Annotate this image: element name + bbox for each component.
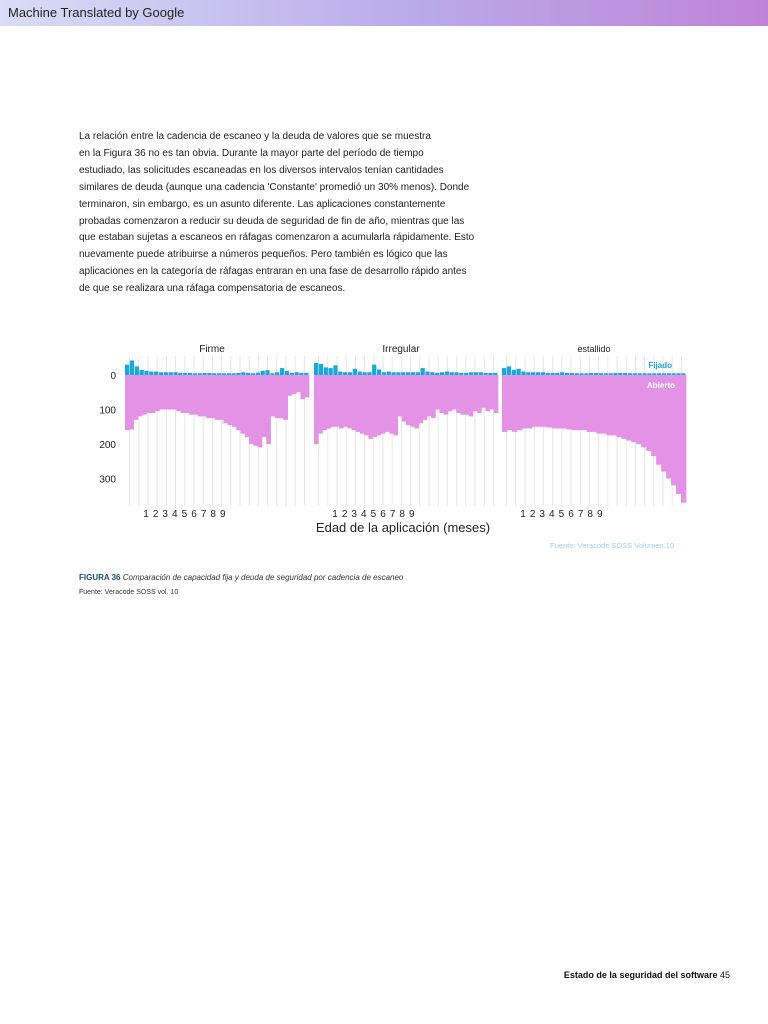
x-tick-label: 1 (520, 509, 526, 520)
chart-source-note: Fuente: Veracode SOSS Volumen 10 (550, 541, 674, 550)
figure-caption (79, 573, 403, 582)
fixed-bar (130, 361, 134, 375)
x-tick-label: 2 (341, 509, 348, 520)
fixed-bar (353, 369, 357, 375)
fixed-bar (440, 372, 444, 375)
fixed-bar (382, 372, 386, 375)
fixed-bar (290, 373, 294, 375)
open-bar (193, 375, 198, 415)
fixed-bar (464, 373, 468, 375)
open-bar (206, 375, 211, 418)
x-tick-label: 1 (332, 509, 338, 520)
fixed-bar (411, 372, 415, 375)
open-bar (215, 375, 220, 420)
fixed-bar (526, 372, 530, 375)
fixed-bar (343, 372, 347, 375)
open-bar (393, 375, 398, 435)
open-bar (389, 375, 394, 434)
open-bar (423, 375, 428, 420)
machine-translation-banner (0, 0, 768, 26)
fixed-bar (358, 372, 362, 375)
fixed-bar (628, 373, 632, 375)
fixed-bar (227, 373, 231, 375)
footer-title: Estado de la seguridad del software (563, 970, 718, 980)
open-bar (202, 375, 207, 416)
fixed-bar (584, 373, 588, 375)
x-tick-label: 1 (143, 509, 149, 520)
fixed-bar (164, 372, 168, 375)
fixed-bar (314, 363, 318, 375)
open-bar (666, 375, 671, 479)
fixed-bar (236, 373, 240, 375)
x-tick-label: 7 (200, 509, 207, 520)
fixed-bar (275, 372, 279, 375)
fixed-bar (594, 373, 598, 375)
fixed-bar (521, 372, 525, 375)
fixed-bar (178, 373, 182, 375)
fixed-bar (265, 370, 269, 375)
paragraph-line: en la Figura 36 no es tan obvia. Durante la mayor parte del período de tiempo (79, 147, 424, 159)
open-bar (517, 375, 522, 430)
fixed-bar (391, 372, 395, 375)
open-bar (427, 375, 432, 416)
open-bar (676, 375, 681, 494)
open-bar (398, 375, 403, 416)
legend-fixed-label: Fijado (648, 361, 672, 370)
fixed-bar (546, 373, 550, 375)
open-bar (435, 375, 440, 410)
open-bar (452, 375, 457, 410)
page-number: 45 (719, 970, 730, 980)
fixed-bar (256, 373, 260, 375)
body-paragraph (79, 129, 489, 298)
open-bar (151, 375, 156, 413)
x-tick-label: 9 (597, 509, 603, 520)
fixed-bar (251, 373, 255, 375)
open-bar (494, 375, 499, 413)
fixed-bar (469, 372, 473, 375)
panel-title: Irregular (382, 344, 420, 355)
open-bar (537, 375, 542, 427)
fixed-bar (319, 364, 323, 375)
open-bar (322, 375, 327, 430)
open-bar (270, 375, 275, 416)
open-bar (532, 375, 537, 427)
open-bar (168, 375, 173, 410)
open-bar (406, 375, 411, 425)
fixed-bar (401, 372, 405, 375)
x-tick-label: 3 (539, 509, 545, 520)
open-bar (159, 375, 164, 410)
open-bar (262, 375, 267, 437)
chart-panel-2 (314, 344, 498, 506)
open-bar (419, 375, 424, 423)
fixed-bar (222, 373, 226, 375)
fixed-bar (188, 373, 192, 375)
open-bar (343, 375, 348, 427)
fixed-bar (474, 372, 478, 375)
y-tick-label: 100 (99, 405, 116, 417)
open-bar (189, 375, 194, 415)
paragraph-line: aplicaciones en la categoría de ráfagas entraran en una fase de desarrollo rápido antes (79, 266, 467, 278)
panel-title: Firme (199, 344, 225, 355)
open-bar (368, 375, 373, 439)
fixed-bar (169, 372, 173, 375)
open-bar (601, 375, 606, 434)
x-tick-label: 4 (549, 509, 555, 520)
open-bar (439, 375, 444, 413)
fixed-bar (367, 372, 371, 375)
fixed-bar (173, 372, 177, 375)
open-bar (223, 375, 228, 423)
open-bar (373, 375, 378, 437)
fixed-bar (207, 373, 211, 375)
open-bar (502, 375, 507, 432)
fixed-bar (125, 365, 129, 375)
open-bar (138, 375, 143, 416)
open-bar (266, 375, 271, 444)
fixed-bar (541, 372, 545, 375)
x-tick-label: 7 (577, 509, 584, 520)
fixed-bar (425, 372, 429, 375)
open-bar (572, 375, 577, 430)
fixed-bar (159, 372, 163, 375)
fixed-bar (681, 373, 685, 375)
x-tick-label: 6 (568, 509, 574, 520)
open-bar (314, 375, 319, 444)
open-bar (522, 375, 527, 428)
open-bar (318, 375, 323, 434)
fixed-bar (459, 373, 463, 375)
open-bar (381, 375, 386, 434)
open-bar (176, 375, 181, 411)
fixed-bar (140, 370, 144, 375)
open-bar (228, 375, 233, 425)
fixed-bar (502, 368, 506, 375)
fixed-bar (149, 372, 153, 375)
open-bar (616, 375, 621, 437)
fixed-bar (647, 373, 651, 375)
paragraph-line: probadas comenzaron a reducir su deuda de seguridad de fin de año, mientras que las (79, 215, 465, 227)
open-bar (385, 375, 390, 432)
open-bar (402, 375, 407, 422)
paragraph-line: similares de deuda (aunque una cadencia 'Constante' promedió un 30% menos). Donde (79, 181, 470, 193)
fixed-bar (662, 373, 666, 375)
open-bar (211, 375, 216, 418)
open-bar (146, 375, 151, 413)
x-tick-label: 2 (529, 509, 536, 520)
figure-source: Fuente: Veracode SOSS vol. 10 (79, 589, 179, 596)
open-bar (232, 375, 237, 427)
fixed-bar (560, 372, 564, 375)
fixed-bar (154, 372, 158, 375)
open-bar (641, 375, 646, 447)
fixed-bar (618, 373, 622, 375)
open-bar (142, 375, 147, 415)
fixed-bar (507, 366, 511, 375)
fixed-bar (329, 368, 333, 375)
open-bar (331, 375, 336, 427)
open-bar (631, 375, 636, 442)
open-bar (587, 375, 592, 432)
open-bar (253, 375, 258, 446)
banner-text: Machine Translated by Google (8, 5, 185, 20)
open-bar (134, 375, 139, 420)
open-bar (671, 375, 676, 485)
paragraph-line: de que se realizara una ráfaga compensatoria de escaneos. (79, 283, 346, 295)
x-tick-label: 5 (181, 509, 188, 520)
open-bar (582, 375, 587, 430)
fixed-bar (135, 366, 139, 375)
open-bar (125, 375, 130, 430)
fixed-bar (435, 373, 439, 375)
open-bar (241, 375, 246, 434)
open-bar (236, 375, 241, 430)
fixed-bar (589, 373, 593, 375)
fixed-bar (270, 373, 274, 375)
x-tick-label: 3 (351, 509, 357, 520)
fixed-bar (657, 373, 661, 375)
fixed-bar (377, 369, 381, 375)
x-tick-label: 4 (172, 509, 178, 520)
fixed-bar (387, 372, 391, 375)
fixed-bar (652, 373, 656, 375)
open-bar (410, 375, 415, 427)
fixed-bar (285, 371, 289, 375)
open-bar (155, 375, 160, 411)
x-tick-label: 6 (191, 509, 197, 520)
open-bar (164, 375, 169, 410)
open-bar (444, 375, 449, 415)
open-bar (258, 375, 263, 447)
open-bar (172, 375, 177, 410)
fixed-bar (362, 372, 366, 375)
open-bar (339, 375, 344, 428)
fixed-bar (609, 373, 613, 375)
open-bar (636, 375, 641, 444)
paragraph-line: estudiado, las solicitudes escaneadas en los diversos intervalos tenían cantidades (79, 164, 444, 176)
x-tick-label: 2 (152, 509, 159, 520)
open-bar (356, 375, 361, 432)
fixed-bar (599, 373, 603, 375)
figure-number: FIGURA 36 (79, 573, 121, 582)
open-bar (477, 375, 482, 413)
open-bar (245, 375, 250, 437)
open-bar (621, 375, 626, 439)
fixed-bar (299, 373, 303, 375)
x-tick-label: 3 (162, 509, 168, 520)
open-bar (296, 375, 301, 392)
page-footer (564, 970, 730, 980)
open-bar (592, 375, 597, 432)
fixed-bar (348, 372, 352, 375)
open-bar (456, 375, 461, 413)
y-tick-label: 200 (99, 440, 116, 451)
paragraph-line: terminaron, sin embargo, es un asunto diferente. Las aplicaciones constantemente (79, 198, 446, 210)
fixed-bar (416, 372, 420, 375)
open-bar (292, 375, 297, 394)
x-tick-label: 6 (380, 509, 386, 520)
x-tick-label: 9 (220, 509, 226, 520)
fixed-bar (338, 372, 342, 375)
open-bar (481, 375, 486, 408)
open-bar (279, 375, 284, 418)
open-bar (283, 375, 288, 420)
fixed-bar (676, 373, 680, 375)
fixed-bar (604, 373, 608, 375)
fixed-bar (294, 372, 298, 375)
open-bar (219, 375, 224, 420)
fixed-bar (579, 373, 583, 375)
cadence-debt-chart (0, 330, 768, 560)
y-tick-label: 0 (110, 371, 116, 382)
legend-open-label: Abierto (647, 381, 675, 390)
fixed-bar (202, 373, 206, 375)
fixed-bar (217, 373, 221, 375)
fixed-bar (488, 373, 492, 375)
y-tick-label: 300 (99, 474, 116, 486)
fixed-bar (421, 368, 425, 375)
x-axis-label: Edad de la aplicación (meses) (315, 520, 491, 535)
fixed-bar (324, 367, 328, 375)
fixed-bar (333, 365, 337, 375)
x-tick-label: 5 (558, 509, 565, 520)
fixed-bar (517, 369, 521, 375)
fixed-bar (450, 372, 454, 375)
fixed-bar (671, 373, 675, 375)
fixed-bar (246, 373, 250, 375)
x-tick-label: 8 (587, 509, 593, 520)
open-bar (465, 375, 470, 415)
fixed-bar (198, 373, 202, 375)
fixed-bar (536, 372, 540, 375)
fixed-bar (512, 370, 516, 375)
fixed-bar (406, 372, 410, 375)
fixed-bar (642, 373, 646, 375)
open-bar (198, 375, 203, 416)
fixed-bar (430, 372, 434, 375)
chart-panel-1 (125, 344, 309, 506)
open-bar (327, 375, 332, 428)
open-bar (606, 375, 611, 435)
open-bar (129, 375, 134, 430)
open-bar (626, 375, 631, 441)
fixed-bar (483, 373, 487, 375)
fixed-bar (623, 373, 627, 375)
open-bar (347, 375, 352, 428)
open-bar (473, 375, 478, 411)
fixed-bar (638, 373, 642, 375)
fixed-bar (144, 371, 148, 375)
open-bar (414, 375, 419, 428)
open-bar (490, 375, 495, 410)
open-bar (469, 375, 474, 416)
open-bar (507, 375, 512, 430)
open-bar (360, 375, 365, 434)
fixed-bar (570, 373, 574, 375)
fixed-bar (372, 365, 376, 375)
fixed-bar (232, 373, 236, 375)
fixed-bar (667, 373, 671, 375)
open-bar (185, 375, 190, 413)
open-bar (448, 375, 453, 411)
open-bar (596, 375, 601, 434)
open-bar (547, 375, 552, 427)
open-bar (377, 375, 382, 435)
open-bar (460, 375, 465, 415)
fixed-bar (193, 373, 197, 375)
open-bar (364, 375, 369, 435)
x-tick-label: 5 (370, 509, 377, 520)
fixed-bar (212, 373, 216, 375)
fixed-bar (493, 373, 497, 375)
fixed-bar (613, 373, 617, 375)
open-bar (557, 375, 562, 428)
open-bar (527, 375, 532, 428)
fixed-bar (183, 373, 187, 375)
x-tick-label: 4 (361, 509, 367, 520)
open-bar (431, 375, 436, 418)
open-bar (485, 375, 490, 411)
x-tick-label: 8 (399, 509, 405, 520)
fixed-bar (479, 372, 483, 375)
paragraph-line: que estaban sujetas a escaneos en ráfagas comenzaron a acumularla rápidamente. Esto (79, 232, 475, 244)
fixed-bar (555, 373, 559, 375)
open-bar (300, 375, 305, 399)
open-bar (352, 375, 357, 430)
open-bar (611, 375, 616, 435)
figure-caption-text: Comparación de capacidad fija y deuda de seguridad por cadencia de escaneo (122, 573, 404, 582)
open-bar (181, 375, 186, 413)
open-bar (562, 375, 567, 428)
open-bar (542, 375, 547, 427)
open-bar (567, 375, 572, 430)
paragraph-line: nuevamente puede atribuirse a números pequeños. Pero también es lógico que las (79, 249, 448, 261)
open-bar (249, 375, 254, 444)
fixed-bar (454, 372, 458, 375)
open-bar (512, 375, 517, 432)
fixed-bar (261, 371, 265, 375)
x-tick-label: 9 (409, 509, 415, 520)
open-bar (335, 375, 340, 427)
fixed-bar (396, 372, 400, 375)
open-bar (275, 375, 280, 418)
fixed-bar (575, 373, 579, 375)
fixed-bar (633, 373, 637, 375)
paragraph-line: La relación entre la cadencia de escaneo y la deuda de valores que se muestra (79, 131, 431, 142)
open-bar (681, 375, 686, 503)
open-bar (552, 375, 557, 428)
fixed-bar (445, 372, 449, 375)
fixed-bar (280, 368, 284, 375)
fixed-bar (565, 373, 569, 375)
panel-title: estallido (577, 344, 611, 354)
fixed-bar (531, 372, 535, 375)
fixed-bar (304, 373, 308, 375)
open-bar (305, 375, 310, 397)
x-tick-label: 8 (210, 509, 216, 520)
open-bar (577, 375, 582, 430)
fixed-bar (241, 372, 245, 375)
fixed-bar (550, 373, 554, 375)
open-bar (288, 375, 293, 396)
x-tick-label: 7 (389, 509, 396, 520)
